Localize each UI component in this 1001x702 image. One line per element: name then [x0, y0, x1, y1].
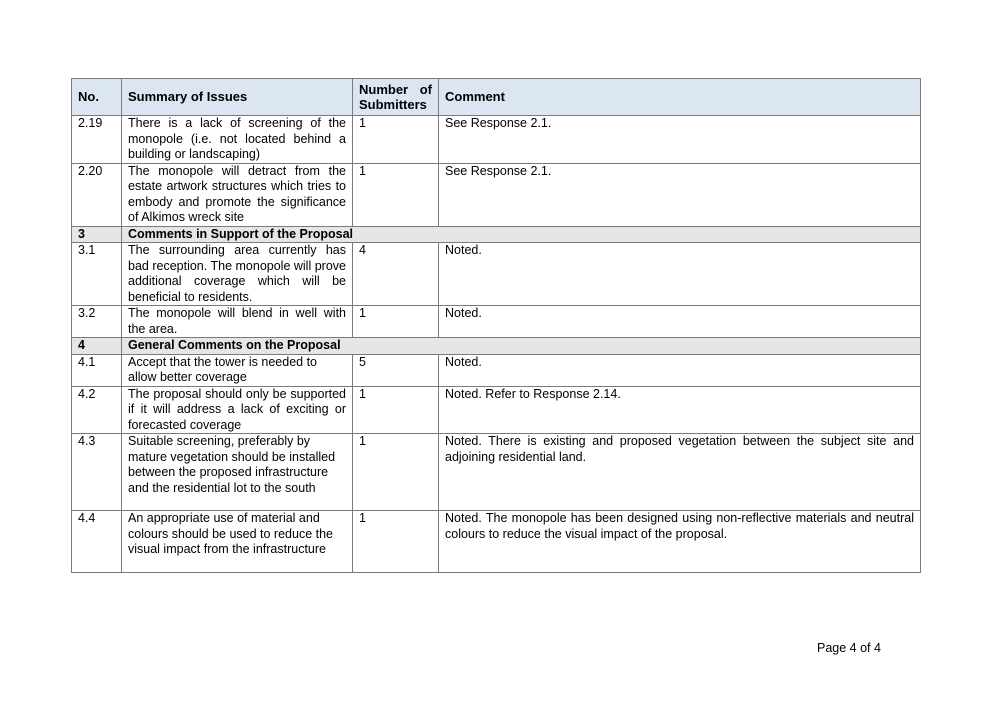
- header-summary: Summary of Issues: [122, 79, 353, 116]
- issues-table: [71, 78, 921, 573]
- table-row: [72, 163, 921, 226]
- row-comment: Noted. There is existing and proposed vegetation between the subject site and adjoining residential land.: [439, 434, 921, 511]
- row-count: 5: [353, 354, 439, 386]
- row-count: 1: [353, 386, 439, 434]
- row-comment: Noted. The monopole has been designed using non-reflective materials and neutral colours to reduce the visual impact of the proposal.: [439, 511, 921, 573]
- row-summary: The monopole will blend in well with the area.: [122, 306, 353, 338]
- row-comment: See Response 2.1.: [439, 116, 921, 164]
- header-submitters: Number of Submitters: [353, 79, 439, 116]
- row-count: 1: [353, 306, 439, 338]
- page-number: Page 4 of 4: [817, 641, 881, 655]
- row-summary: An appropriate use of material and colours should be used to reduce the visual impact from the infrastructure: [122, 511, 353, 573]
- section-no: 4: [72, 338, 122, 355]
- table-row: [72, 116, 921, 164]
- section-title: General Comments on the Proposal: [122, 338, 921, 355]
- row-comment: Noted.: [439, 306, 921, 338]
- row-count: 1: [353, 163, 439, 226]
- row-summary: There is a lack of screening of the monopole (i.e. not located behind a building or landscaping): [122, 116, 353, 164]
- row-no: 3.2: [72, 306, 122, 338]
- row-no: 4.2: [72, 386, 122, 434]
- row-summary: The proposal should only be supported if it will address a lack of exciting or forecasted coverage: [122, 386, 353, 434]
- row-no: 2.19: [72, 116, 122, 164]
- row-no: 4.4: [72, 511, 122, 573]
- row-count: 4: [353, 243, 439, 306]
- row-no: 4.1: [72, 354, 122, 386]
- header-row: [72, 79, 921, 116]
- row-summary: Accept that the tower is needed to allow better coverage: [122, 354, 353, 386]
- row-count: 1: [353, 116, 439, 164]
- row-count: 1: [353, 434, 439, 511]
- header-no: No.: [72, 79, 122, 116]
- section-row: [72, 338, 921, 355]
- section-no: 3: [72, 226, 122, 243]
- row-summary: Suitable screening, preferably by mature vegetation should be installed between the proposed infrastructure and the residential lot to the south: [122, 434, 353, 511]
- table-row: [72, 386, 921, 434]
- row-comment: Noted. Refer to Response 2.14.: [439, 386, 921, 434]
- row-summary: The surrounding area currently has bad reception. The monopole will prove additional coverage which will be beneficial to residents.: [122, 243, 353, 306]
- section-title: Comments in Support of the Proposal: [122, 226, 921, 243]
- table-row: [72, 243, 921, 306]
- section-row: [72, 226, 921, 243]
- row-count: 1: [353, 511, 439, 573]
- table-row: [72, 511, 921, 573]
- table-row: [72, 434, 921, 511]
- row-no: 2.20: [72, 163, 122, 226]
- row-comment: Noted.: [439, 354, 921, 386]
- table-row: [72, 306, 921, 338]
- row-comment: See Response 2.1.: [439, 163, 921, 226]
- table-row: [72, 354, 921, 386]
- row-comment: Noted.: [439, 243, 921, 306]
- header-comment: Comment: [439, 79, 921, 116]
- row-summary: The monopole will detract from the estate artwork structures which tries to embody and promote the significance of Alkimos wreck site: [122, 163, 353, 226]
- row-no: 4.3: [72, 434, 122, 511]
- row-no: 3.1: [72, 243, 122, 306]
